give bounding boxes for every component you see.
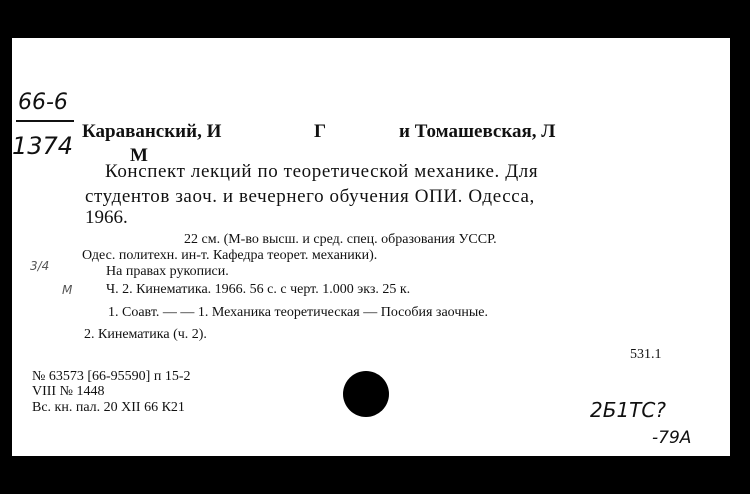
handwritten-note: 2Б1ТС? bbox=[590, 398, 666, 422]
heading-author1: Караванский, И bbox=[82, 121, 222, 142]
title-line: студентов заоч. и вечернего обучения ОПИ. Одесса, bbox=[85, 186, 535, 207]
heading-initial-m: М bbox=[130, 145, 148, 166]
stamp-left: 3/4 bbox=[30, 259, 50, 273]
registry-line: VIII № 1448 bbox=[32, 384, 105, 399]
classification-number: 531.1 bbox=[630, 347, 662, 362]
shelf-mark-number: 1374 bbox=[12, 132, 74, 160]
shelf-mark-divider bbox=[16, 120, 74, 122]
handwritten-note: -79А bbox=[652, 428, 692, 448]
subject-line: 1. Соавт. — — 1. Механика теоретическая — Пособия заочные. bbox=[108, 305, 488, 320]
heading-author2: и Томашевская, Л bbox=[399, 121, 556, 142]
registry-line: Вс. кн. пал. 20 XII 66 К21 bbox=[32, 400, 185, 415]
subject-line: 2. Кинематика (ч. 2). bbox=[84, 327, 207, 342]
registry-line: № 63573 [66-95590] п 15-2 bbox=[32, 369, 191, 384]
collation-line: На правах рукописи. bbox=[106, 264, 229, 279]
collation-line: Ч. 2. Кинематика. 1966. 56 с. с черт. 1.000 экз. 25 к. bbox=[106, 282, 411, 297]
shelf-mark-top: 66-6 bbox=[18, 90, 68, 115]
title-line: 1966. bbox=[85, 207, 128, 228]
title-line: Конспект лекций по теоретической механике. Для bbox=[105, 161, 539, 182]
catalog-card bbox=[12, 38, 730, 456]
collation-line: 22 см. (М-во высш. и сред. спец. образования УССР. bbox=[184, 232, 497, 247]
card-punch-hole bbox=[343, 371, 389, 417]
stamp-left-small: М bbox=[62, 283, 73, 297]
collation-line: Одес. политехн. ин-т. Кафедра теорет. механики). bbox=[82, 248, 378, 263]
heading-initial-g: Г bbox=[314, 121, 327, 142]
